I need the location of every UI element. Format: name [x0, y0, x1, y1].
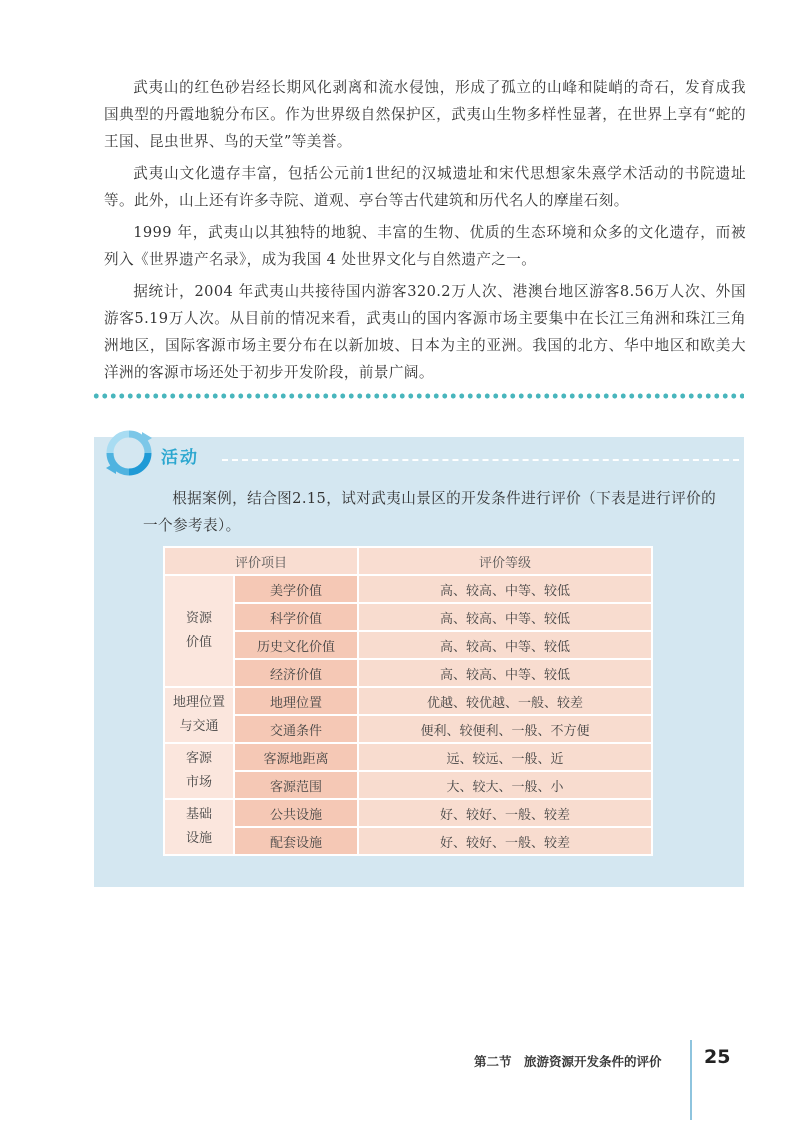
paragraph-2: 武夷山文化遗存丰富，包括公元前1世纪的汉城遗址和宋代思想家朱熹学术活动的书院遗址等。此外，山上还有许多寺院、道观、亭台等古代建筑和历代名人的摩崖石刻。 — [104, 165, 746, 209]
activity-title-rule — [222, 459, 739, 461]
row-grade: 高、较高、中等、较低 — [358, 659, 652, 687]
footer-separator — [690, 1040, 692, 1120]
group-label: 资源 价值 — [164, 575, 234, 687]
row-grade: 高、较高、中等、较低 — [358, 631, 652, 659]
row-grade: 高、较高、中等、较低 — [358, 575, 652, 603]
table-row — [164, 631, 652, 659]
page-number: 25 — [704, 1046, 731, 1068]
evaluation-table — [163, 546, 653, 856]
row-grade: 好、较好、一般、较差 — [358, 827, 652, 855]
cycle-arrows-icon — [104, 428, 154, 478]
header-item: 评价项目 — [164, 547, 358, 575]
activity-instruction: 根据案例，结合图2.15，试对武夷山景区的开发条件进行评价（下表是进行评价的一个参考表）。 — [143, 490, 717, 534]
activity-title: 活动 — [161, 448, 199, 468]
row-item: 客源地距离 — [234, 743, 358, 771]
row-item: 客源范围 — [234, 771, 358, 799]
group-label: 地理位置 与交通 — [164, 687, 234, 743]
row-item: 配套设施 — [234, 827, 358, 855]
row-item: 美学价值 — [234, 575, 358, 603]
table-row — [164, 771, 652, 799]
row-item: 公共设施 — [234, 799, 358, 827]
row-grade: 便利、较便利、一般、不方便 — [358, 715, 652, 743]
table-row — [164, 659, 652, 687]
header-grade: 评价等级 — [358, 547, 652, 575]
table-row — [164, 575, 652, 603]
row-grade: 远、较远、一般、近 — [358, 743, 652, 771]
row-item: 历史文化价值 — [234, 631, 358, 659]
group-label: 客源 市场 — [164, 743, 234, 799]
body-text — [104, 74, 746, 391]
dotted-divider — [92, 393, 744, 399]
row-grade: 大、较大、一般、小 — [358, 771, 652, 799]
group-label: 基础 设施 — [164, 799, 234, 855]
table-row — [164, 715, 652, 743]
table-row — [164, 687, 652, 715]
row-item: 科学价值 — [234, 603, 358, 631]
paragraph-3: 1999 年，武夷山以其独特的地貌、丰富的生物、优质的生态环境和众多的文化遗存，而被列入《世界遗产名录》，成为我国 4 处世界文化与自然遗产之一。 — [104, 224, 746, 268]
paragraph-1: 武夷山的红色砂岩经长期风化剥离和流水侵蚀，形成了孤立的山峰和陡峭的奇石，发育成我国典型的丹霞地貌分布区。作为世界级自然保护区，武夷山生物多样性显著，在世界上享有“蛇的王国、昆虫世界、鸟的天堂”等美誉。 — [104, 79, 746, 150]
row-grade: 好、较好、一般、较差 — [358, 799, 652, 827]
table-header-row — [164, 547, 652, 575]
row-item: 地理位置 — [234, 687, 358, 715]
table-row — [164, 827, 652, 855]
row-grade: 高、较高、中等、较低 — [358, 603, 652, 631]
paragraph-4: 据统计，2004 年武夷山共接待国内游客320.2万人次、港澳台地区游客8.56万人次、外国游客5.19万人次。从目前的情况来看，武夷山的国内客源市场主要集中在长江三角洲和珠江三角洲地区，国际客源市场主要分布在以新加坡、日本为主的亚洲。我国的北方、华中地区和欧美大洋洲的客源市场还处于初步开发阶段，前景广阔。 — [104, 283, 746, 381]
row-item: 交通条件 — [234, 715, 358, 743]
row-item: 经济价值 — [234, 659, 358, 687]
row-grade: 优越、较优越、一般、较差 — [358, 687, 652, 715]
table-row — [164, 603, 652, 631]
table-row — [164, 799, 652, 827]
table-row — [164, 743, 652, 771]
footer-section-title: 第二节 旅游资源开发条件的评价 — [474, 1054, 662, 1069]
